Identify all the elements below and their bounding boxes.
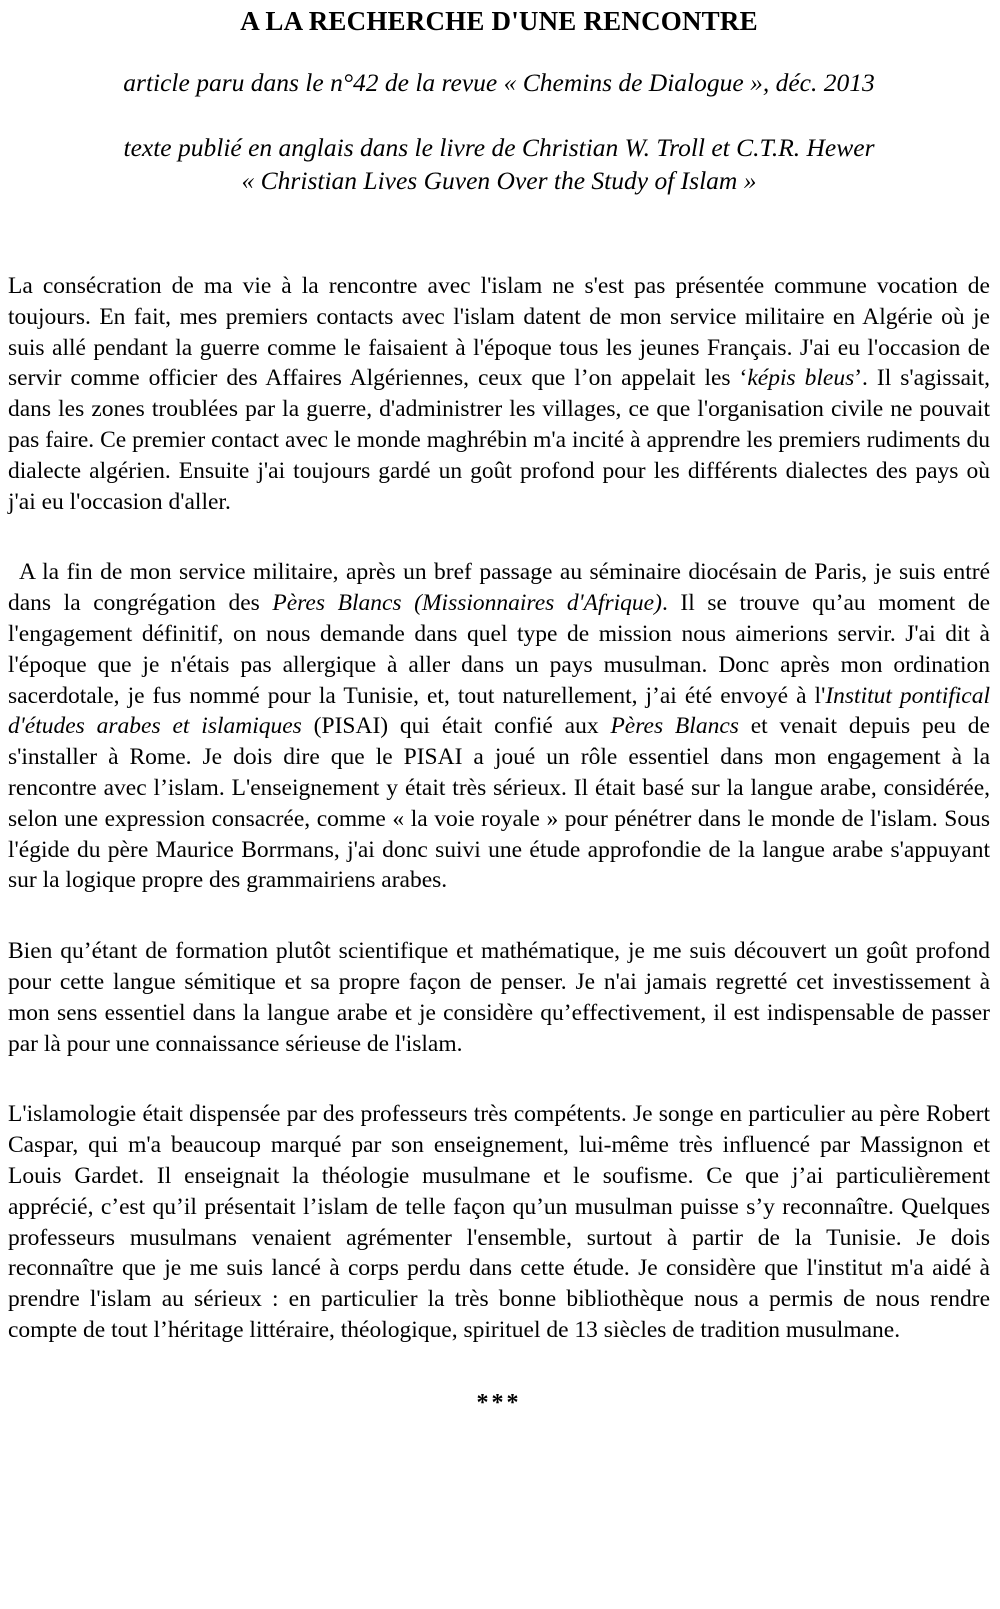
text-segment: ’. Il s'agissait, dans les zones troublées par la guerre, d'administrer les villages, ce que l'organisation civile ne pouvait pas faire. Ce premier contact avec le monde maghrébin m'a incité à apprendre les premiers rudiments du dialecte algérien. Ensuite j'ai toujours gardé un goût profond pour les différents dialectes des pays où j'ai eu l'occasion d'aller.	[8, 365, 990, 515]
section-divider: ***	[476, 1389, 522, 1416]
text-segment: L'islamologie était dispensée par des professeurs très compétents. Je songe en particulier au père Robert Caspar, qui m'a beaucoup marqué par son enseignement, lui-même très influencé par Massignon et Louis Gardet. Il enseignait la théologie musulmane et le soufisme. Ce que j’ai particulièrement apprécié, c’est qu’il présentait l’islam de telle façon qu’un musulman puisse s’y reconnaître. Quelques professeurs musulmans venaient agrémenter l'ensemble, surtout à partir de la Tunisie. Je dois reconnaître que je me suis lancé à corps perdu dans cette étude. Je considère que l'institut m'a aidé à prendre l'islam au sérieux : en particulier la très bonne bibliothèque nous a permis de nous rendre compte de tout l’héritage littéraire, théologique, spirituel de 13 siècles de tradition musulmane.	[8, 1101, 990, 1343]
publication-note	[8, 131, 990, 197]
italic-text-segment: Pères Blancs (Missionnaires d'Afrique)	[272, 590, 662, 617]
publication-note-line1: texte publié en anglais dans le livre de Christian W. Troll et C.T.R. Hewer	[123, 133, 875, 162]
text-segment: et venait depuis peu de s'installer à Rome. Je dois dire que le PISAI a joué un rôle essentiel dans mon engagement à la rencontre avec l’islam. L'enseignement y était très sérieux. Il était basé sur la langue arabe, considérée, selon une expression consacrée, comme « la voie royale » pour pénétrer dans le monde de l'islam. Sous l'égide du père Maurice Borrmans, j'ai donc suivi une étude approfondie de la langue arabe s'appuyant sur la logique propre des grammairiens arabes.	[8, 713, 990, 894]
italic-text-segment: Pères Blancs	[610, 713, 739, 740]
paragraph	[8, 557, 990, 896]
paragraph	[8, 936, 990, 1059]
article-body	[8, 271, 990, 1346]
text-segment: A la fin de mon service militaire, après un bref passage au séminaire diocésain de Paris, je suis entré dans la congrégation des	[8, 559, 990, 617]
text-segment: (PISAI) qui était confié aux	[301, 713, 611, 740]
paragraph	[8, 1099, 990, 1345]
article-reference-line: article paru dans le n°42 de la revue « Chemins de Dialogue », déc. 2013	[123, 68, 875, 97]
italic-text-segment: Institut pontifical d'études arabes et islamiques	[8, 682, 990, 740]
italic-text-segment: képis bleus	[747, 365, 855, 392]
publication-note-line2: « Christian Lives Guven Over the Study of Islam »	[241, 166, 757, 195]
page-title: A LA RECHERCHE D'UNE RENCONTRE	[240, 6, 758, 36]
text-segment: Bien qu’étant de formation plutôt scientifique et mathématique, je me suis découvert un goût profond pour cette langue sémitique et sa propre façon de penser. Je n'ai jamais regretté cet investissement à mon sens essentiel dans la langue arabe et je considère qu’effectivement, il est indispensable de passer par là pour une connaissance sérieuse de l'islam.	[8, 938, 990, 1057]
paragraph	[8, 271, 990, 517]
text-segment: . Il se trouve qu’au moment de l'engagement définitif, on nous demande dans quel type de mission nous aimerions servir. J'ai dit à l'époque que je n'étais pas allergique à aller dans un pays musulman. Donc après mon ordination sacerdotale, je fus nommé pour la Tunisie, et, tout naturellement, j’ai été envoyé à l'	[8, 590, 991, 709]
text-segment: La consécration de ma vie à la rencontre avec l'islam ne s'est pas présentée commune vocation de toujours. En fait, mes premiers contacts avec l'islam datent de mon service militaire en Algérie où je suis allé pendant la guerre comme le faisaient à l'époque tous les jeunes Français. J'ai eu l'occasion de servir comme officier des Affaires Algériennes, ceux que l’on appelait les ‘	[8, 273, 990, 392]
